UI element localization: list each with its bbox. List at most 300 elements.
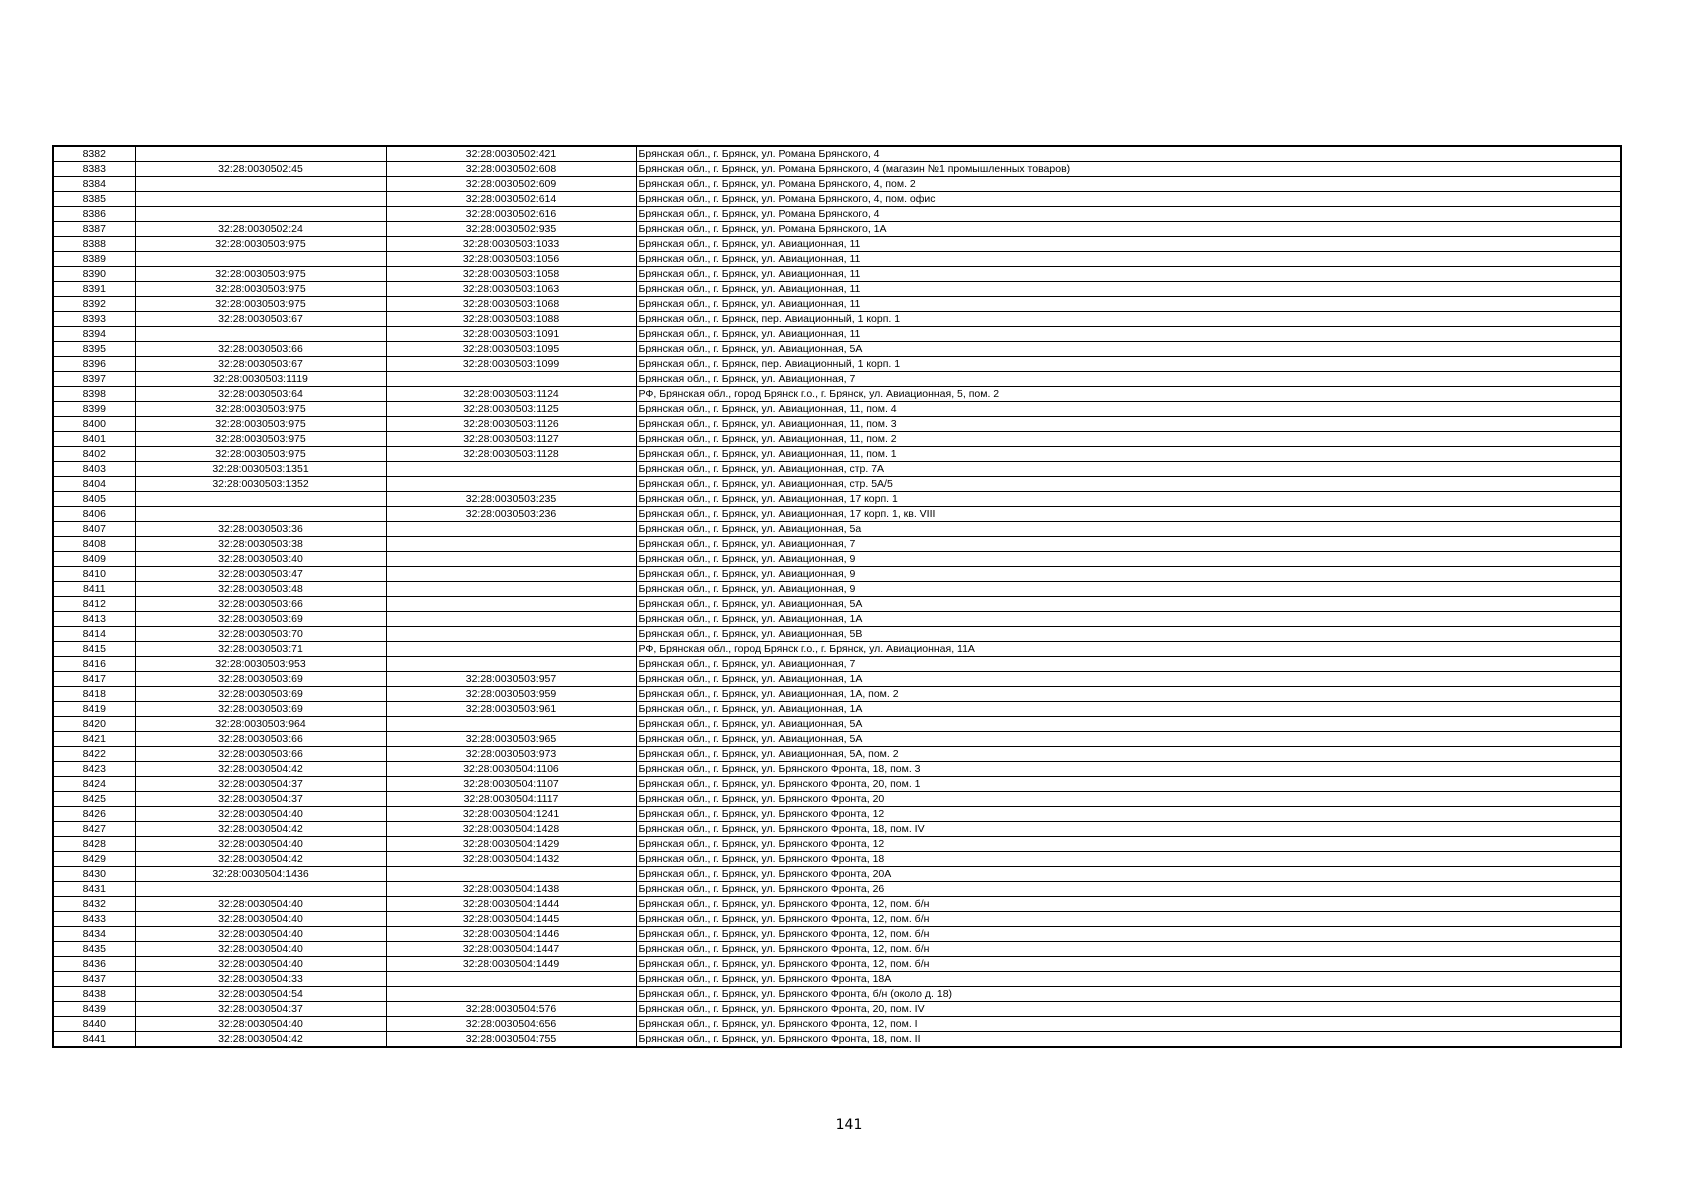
address-cell: Брянская обл., г. Брянск, ул. Авиационная, 7: [636, 537, 1621, 552]
address-cell: Брянская обл., г. Брянск, пер. Авиационный, 1 корп. 1: [636, 357, 1621, 372]
address-cell: Брянская обл., г. Брянск, ул. Авиационная, 9: [636, 567, 1621, 582]
cadastral-number-cell: 32:28:0030502:616: [386, 207, 636, 222]
row-number-cell: 8434: [53, 927, 135, 942]
row-number-cell: 8423: [53, 762, 135, 777]
row-number-cell: 8438: [53, 987, 135, 1002]
table-row: [53, 747, 1621, 762]
cadastral-number-cell: 32:28:0030503:973: [386, 747, 636, 762]
address-cell: Брянская обл., г. Брянск, ул. Брянского Фронта, 20А: [636, 867, 1621, 882]
address-cell: Брянская обл., г. Брянск, ул. Авиационная, 5А: [636, 342, 1621, 357]
cadastral-number-cell: 32:28:0030503:1088: [386, 312, 636, 327]
address-cell: Брянская обл., г. Брянск, ул. Авиационная, 5а: [636, 522, 1621, 537]
cadastral-number-cell: 32:28:0030503:1033: [386, 237, 636, 252]
cadastral-number-cell: 32:28:0030502:421: [386, 146, 636, 162]
address-cell: Брянская обл., г. Брянск, ул. Авиационная, 5В: [636, 627, 1621, 642]
row-number-cell: 8430: [53, 867, 135, 882]
parent-cadastral-number-cell: [135, 327, 386, 342]
address-cell: Брянская обл., г. Брянск, ул. Романа Брянского, 4 (магазин №1 промышленных товаров): [636, 162, 1621, 177]
row-number-cell: 8406: [53, 507, 135, 522]
table-row: [53, 462, 1621, 477]
address-cell: Брянская обл., г. Брянск, ул. Авиационная, 5А, пом. 2: [636, 747, 1621, 762]
table-row: [53, 1032, 1621, 1048]
cadastral-number-cell: 32:28:0030503:1095: [386, 342, 636, 357]
table-row: [53, 417, 1621, 432]
table-row: [53, 312, 1621, 327]
cadastral-number-cell: 32:28:0030502:608: [386, 162, 636, 177]
table-row: [53, 972, 1621, 987]
row-number-cell: 8409: [53, 552, 135, 567]
cadastral-number-cell: [386, 612, 636, 627]
parent-cadastral-number-cell: [135, 192, 386, 207]
row-number-cell: 8418: [53, 687, 135, 702]
address-cell: Брянская обл., г. Брянск, ул. Брянского Фронта, 12, пом. б/н: [636, 897, 1621, 912]
table-row: [53, 357, 1621, 372]
table-row: [53, 957, 1621, 972]
parent-cadastral-number-cell: 32:28:0030503:953: [135, 657, 386, 672]
table-row: [53, 882, 1621, 897]
cadastral-number-cell: 32:28:0030503:236: [386, 507, 636, 522]
table-row: [53, 387, 1621, 402]
parent-cadastral-number-cell: 32:28:0030503:975: [135, 402, 386, 417]
parent-cadastral-number-cell: 32:28:0030503:975: [135, 432, 386, 447]
registry-table: [52, 145, 1622, 1048]
table-row: [53, 822, 1621, 837]
parent-cadastral-number-cell: 32:28:0030503:48: [135, 582, 386, 597]
parent-cadastral-number-cell: [135, 882, 386, 897]
address-cell: Брянская обл., г. Брянск, ул. Авиационная, 5А: [636, 732, 1621, 747]
row-number-cell: 8428: [53, 837, 135, 852]
table-row: [53, 327, 1621, 342]
table-row: [53, 146, 1621, 162]
parent-cadastral-number-cell: 32:28:0030503:975: [135, 417, 386, 432]
parent-cadastral-number-cell: 32:28:0030503:66: [135, 747, 386, 762]
cadastral-number-cell: 32:28:0030504:1449: [386, 957, 636, 972]
row-number-cell: 8417: [53, 672, 135, 687]
address-cell: Брянская обл., г. Брянск, ул. Авиационная, 11: [636, 282, 1621, 297]
row-number-cell: 8399: [53, 402, 135, 417]
address-cell: Брянская обл., г. Брянск, ул. Авиационная, 11, пом. 3: [636, 417, 1621, 432]
cadastral-number-cell: 32:28:0030503:1126: [386, 417, 636, 432]
table-row: [53, 267, 1621, 282]
row-number-cell: 8383: [53, 162, 135, 177]
table-row: [53, 627, 1621, 642]
cadastral-number-cell: [386, 372, 636, 387]
row-number-cell: 8440: [53, 1017, 135, 1032]
cadastral-number-cell: 32:28:0030503:1124: [386, 387, 636, 402]
address-cell: Брянская обл., г. Брянск, ул. Брянского Фронта, 18А: [636, 972, 1621, 987]
row-number-cell: 8416: [53, 657, 135, 672]
parent-cadastral-number-cell: 32:28:0030504:40: [135, 957, 386, 972]
cadastral-number-cell: [386, 972, 636, 987]
parent-cadastral-number-cell: 32:28:0030503:64: [135, 387, 386, 402]
address-cell: Брянская обл., г. Брянск, ул. Авиационная, 11: [636, 327, 1621, 342]
parent-cadastral-number-cell: 32:28:0030504:33: [135, 972, 386, 987]
row-number-cell: 8431: [53, 882, 135, 897]
cadastral-number-cell: 32:28:0030504:755: [386, 1032, 636, 1048]
address-cell: Брянская обл., г. Брянск, ул. Авиационная, 11, пом. 2: [636, 432, 1621, 447]
row-number-cell: 8429: [53, 852, 135, 867]
address-cell: Брянская обл., г. Брянск, ул. Брянского Фронта, 20, пом. 1: [636, 777, 1621, 792]
cadastral-number-cell: [386, 987, 636, 1002]
parent-cadastral-number-cell: [135, 492, 386, 507]
address-cell: Брянская обл., г. Брянск, ул. Романа Брянского, 4: [636, 207, 1621, 222]
row-number-cell: 8410: [53, 567, 135, 582]
row-number-cell: 8394: [53, 327, 135, 342]
row-number-cell: 8419: [53, 702, 135, 717]
parent-cadastral-number-cell: 32:28:0030503:1351: [135, 462, 386, 477]
row-number-cell: 8401: [53, 432, 135, 447]
address-cell: Брянская обл., г. Брянск, ул. Авиационная, 11: [636, 252, 1621, 267]
table-row: [53, 642, 1621, 657]
parent-cadastral-number-cell: 32:28:0030503:975: [135, 237, 386, 252]
table-row: [53, 1017, 1621, 1032]
address-cell: Брянская обл., г. Брянск, ул. Авиационная, 1А: [636, 702, 1621, 717]
row-number-cell: 8403: [53, 462, 135, 477]
row-number-cell: 8436: [53, 957, 135, 972]
address-cell: Брянская обл., г. Брянск, ул. Романа Брянского, 4, пом. 2: [636, 177, 1621, 192]
row-number-cell: 8400: [53, 417, 135, 432]
address-cell: Брянская обл., г. Брянск, ул. Авиационная, 5А: [636, 597, 1621, 612]
row-number-cell: 8422: [53, 747, 135, 762]
address-cell: Брянская обл., г. Брянск, ул. Брянского Фронта, 12: [636, 807, 1621, 822]
row-number-cell: 8396: [53, 357, 135, 372]
cadastral-number-cell: 32:28:0030504:656: [386, 1017, 636, 1032]
parent-cadastral-number-cell: 32:28:0030503:66: [135, 732, 386, 747]
cadastral-number-cell: 32:28:0030503:1099: [386, 357, 636, 372]
table-row: [53, 507, 1621, 522]
cadastral-number-cell: 32:28:0030503:1063: [386, 282, 636, 297]
parent-cadastral-number-cell: 32:28:0030503:67: [135, 357, 386, 372]
row-number-cell: 8389: [53, 252, 135, 267]
table-row: [53, 222, 1621, 237]
parent-cadastral-number-cell: [135, 207, 386, 222]
parent-cadastral-number-cell: 32:28:0030503:70: [135, 627, 386, 642]
table-row: [53, 492, 1621, 507]
cadastral-number-cell: 32:28:0030504:1432: [386, 852, 636, 867]
row-number-cell: 8382: [53, 146, 135, 162]
address-cell: Брянская обл., г. Брянск, ул. Авиационная, 17 корп. 1: [636, 492, 1621, 507]
parent-cadastral-number-cell: 32:28:0030503:1119: [135, 372, 386, 387]
row-number-cell: 8404: [53, 477, 135, 492]
address-cell: Брянская обл., г. Брянск, ул. Авиационная, 1А: [636, 672, 1621, 687]
address-cell: Брянская обл., г. Брянск, ул. Авиационная, 11, пом. 1: [636, 447, 1621, 462]
address-cell: Брянская обл., г. Брянск, ул. Авиационная, 17 корп. 1, кв. VIII: [636, 507, 1621, 522]
cadastral-number-cell: 32:28:0030503:1091: [386, 327, 636, 342]
address-cell: Брянская обл., г. Брянск, ул. Авиационная, 7: [636, 372, 1621, 387]
table-row: [53, 252, 1621, 267]
cadastral-number-cell: 32:28:0030504:1445: [386, 912, 636, 927]
address-cell: Брянская обл., г. Брянск, ул. Авиационная, 1А: [636, 612, 1621, 627]
cadastral-number-cell: [386, 537, 636, 552]
address-cell: Брянская обл., г. Брянск, ул. Авиационная, 11, пом. 4: [636, 402, 1621, 417]
address-cell: Брянская обл., г. Брянск, ул. Романа Брянского, 4: [636, 146, 1621, 162]
address-cell: Брянская обл., г. Брянск, ул. Авиационная, 11: [636, 267, 1621, 282]
parent-cadastral-number-cell: 32:28:0030504:37: [135, 777, 386, 792]
table-row: [53, 927, 1621, 942]
table-row: [53, 207, 1621, 222]
table-row: [53, 687, 1621, 702]
table-row: [53, 477, 1621, 492]
row-number-cell: 8412: [53, 597, 135, 612]
parent-cadastral-number-cell: 32:28:0030504:40: [135, 927, 386, 942]
table-row: [53, 402, 1621, 417]
address-cell: Брянская обл., г. Брянск, ул. Брянского Фронта, 12, пом. б/н: [636, 927, 1621, 942]
row-number-cell: 8386: [53, 207, 135, 222]
cadastral-number-cell: 32:28:0030503:235: [386, 492, 636, 507]
cadastral-number-cell: 32:28:0030503:961: [386, 702, 636, 717]
address-cell: Брянская обл., г. Брянск, ул. Авиационная, 9: [636, 552, 1621, 567]
parent-cadastral-number-cell: [135, 146, 386, 162]
table-row: [53, 807, 1621, 822]
address-cell: Брянская обл., г. Брянск, ул. Брянского Фронта, 20, пом. IV: [636, 1002, 1621, 1017]
cadastral-number-cell: [386, 582, 636, 597]
parent-cadastral-number-cell: 32:28:0030502:24: [135, 222, 386, 237]
table-row: [53, 537, 1621, 552]
row-number-cell: 8413: [53, 612, 135, 627]
parent-cadastral-number-cell: 32:28:0030504:40: [135, 897, 386, 912]
table-row: [53, 342, 1621, 357]
row-number-cell: 8398: [53, 387, 135, 402]
cadastral-number-cell: 32:28:0030503:1068: [386, 297, 636, 312]
parent-cadastral-number-cell: 32:28:0030503:67: [135, 312, 386, 327]
table-row: [53, 447, 1621, 462]
row-number-cell: 8408: [53, 537, 135, 552]
parent-cadastral-number-cell: 32:28:0030504:42: [135, 762, 386, 777]
table-row: [53, 297, 1621, 312]
table-row: [53, 612, 1621, 627]
row-number-cell: 8424: [53, 777, 135, 792]
table-row: [53, 897, 1621, 912]
cadastral-number-cell: 32:28:0030503:1058: [386, 267, 636, 282]
table-row: [53, 867, 1621, 882]
address-cell: Брянская обл., г. Брянск, ул. Брянского Фронта, 18, пом. 3: [636, 762, 1621, 777]
parent-cadastral-number-cell: 32:28:0030503:975: [135, 267, 386, 282]
address-cell: Брянская обл., г. Брянск, ул. Авиационная, стр. 7А: [636, 462, 1621, 477]
table-row: [53, 777, 1621, 792]
parent-cadastral-number-cell: 32:28:0030503:47: [135, 567, 386, 582]
row-number-cell: 8432: [53, 897, 135, 912]
parent-cadastral-number-cell: 32:28:0030503:69: [135, 702, 386, 717]
cadastral-number-cell: 32:28:0030503:965: [386, 732, 636, 747]
table-row: [53, 597, 1621, 612]
address-cell: Брянская обл., г. Брянск, ул. Авиационная, 5А: [636, 717, 1621, 732]
parent-cadastral-number-cell: 32:28:0030503:71: [135, 642, 386, 657]
cadastral-number-cell: [386, 522, 636, 537]
table-row: [53, 762, 1621, 777]
row-number-cell: 8414: [53, 627, 135, 642]
cadastral-number-cell: 32:28:0030503:1125: [386, 402, 636, 417]
table-row: [53, 552, 1621, 567]
table-row: [53, 912, 1621, 927]
address-cell: Брянская обл., г. Брянск, ул. Авиационная, 9: [636, 582, 1621, 597]
cadastral-number-cell: 32:28:0030504:1429: [386, 837, 636, 852]
parent-cadastral-number-cell: 32:28:0030503:66: [135, 342, 386, 357]
row-number-cell: 8427: [53, 822, 135, 837]
address-cell: Брянская обл., г. Брянск, ул. Авиационная, 1А, пом. 2: [636, 687, 1621, 702]
table-row: [53, 432, 1621, 447]
address-cell: Брянская обл., г. Брянск, ул. Романа Брянского, 4, пом. офис: [636, 192, 1621, 207]
table-row: [53, 522, 1621, 537]
cadastral-number-cell: [386, 477, 636, 492]
cadastral-number-cell: 32:28:0030503:1127: [386, 432, 636, 447]
table-row: [53, 717, 1621, 732]
table-row: [53, 567, 1621, 582]
parent-cadastral-number-cell: [135, 252, 386, 267]
registry-table-body: [53, 146, 1621, 1047]
table-row: [53, 177, 1621, 192]
row-number-cell: 8433: [53, 912, 135, 927]
parent-cadastral-number-cell: 32:28:0030504:40: [135, 912, 386, 927]
row-number-cell: 8435: [53, 942, 135, 957]
address-cell: Брянская обл., г. Брянск, пер. Авиационный, 1 корп. 1: [636, 312, 1621, 327]
cadastral-number-cell: 32:28:0030503:957: [386, 672, 636, 687]
address-cell: Брянская обл., г. Брянск, ул. Авиационная, 11: [636, 237, 1621, 252]
address-cell: Брянская обл., г. Брянск, ул. Брянского Фронта, 18, пом. II: [636, 1032, 1621, 1048]
cadastral-number-cell: [386, 657, 636, 672]
cadastral-number-cell: [386, 867, 636, 882]
parent-cadastral-number-cell: 32:28:0030503:40: [135, 552, 386, 567]
row-number-cell: 8439: [53, 1002, 135, 1017]
row-number-cell: 8388: [53, 237, 135, 252]
parent-cadastral-number-cell: 32:28:0030504:42: [135, 1032, 386, 1048]
cadastral-number-cell: [386, 717, 636, 732]
cadastral-number-cell: 32:28:0030504:1447: [386, 942, 636, 957]
table-row: [53, 657, 1621, 672]
address-cell: Брянская обл., г. Брянск, ул. Брянского Фронта, 12, пом. б/н: [636, 912, 1621, 927]
table-row: [53, 372, 1621, 387]
table-row: [53, 672, 1621, 687]
cadastral-number-cell: 32:28:0030502:935: [386, 222, 636, 237]
parent-cadastral-number-cell: 32:28:0030503:975: [135, 447, 386, 462]
address-cell: Брянская обл., г. Брянск, ул. Брянского Фронта, 18: [636, 852, 1621, 867]
page-number: 141: [835, 1117, 863, 1133]
cadastral-number-cell: [386, 642, 636, 657]
cadastral-number-cell: [386, 552, 636, 567]
parent-cadastral-number-cell: 32:28:0030504:42: [135, 852, 386, 867]
parent-cadastral-number-cell: 32:28:0030502:45: [135, 162, 386, 177]
cadastral-number-cell: [386, 462, 636, 477]
table-row: [53, 162, 1621, 177]
cadastral-number-cell: 32:28:0030504:576: [386, 1002, 636, 1017]
table-row: [53, 237, 1621, 252]
parent-cadastral-number-cell: 32:28:0030504:40: [135, 942, 386, 957]
cadastral-number-cell: 32:28:0030504:1438: [386, 882, 636, 897]
parent-cadastral-number-cell: 32:28:0030503:69: [135, 672, 386, 687]
table-row: [53, 732, 1621, 747]
table-row: [53, 702, 1621, 717]
row-number-cell: 8395: [53, 342, 135, 357]
address-cell: Брянская обл., г. Брянск, ул. Авиационная, 11: [636, 297, 1621, 312]
cadastral-number-cell: 32:28:0030504:1446: [386, 927, 636, 942]
parent-cadastral-number-cell: [135, 507, 386, 522]
parent-cadastral-number-cell: 32:28:0030503:36: [135, 522, 386, 537]
row-number-cell: 8397: [53, 372, 135, 387]
table-row: [53, 987, 1621, 1002]
row-number-cell: 8420: [53, 717, 135, 732]
row-number-cell: 8384: [53, 177, 135, 192]
table-row: [53, 192, 1621, 207]
row-number-cell: 8393: [53, 312, 135, 327]
parent-cadastral-number-cell: 32:28:0030504:37: [135, 792, 386, 807]
cadastral-number-cell: 32:28:0030504:1444: [386, 897, 636, 912]
address-cell: Брянская обл., г. Брянск, ул. Романа Брянского, 1А: [636, 222, 1621, 237]
parent-cadastral-number-cell: 32:28:0030503:38: [135, 537, 386, 552]
row-number-cell: 8385: [53, 192, 135, 207]
cadastral-number-cell: 32:28:0030503:959: [386, 687, 636, 702]
cadastral-number-cell: 32:28:0030504:1241: [386, 807, 636, 822]
row-number-cell: 8391: [53, 282, 135, 297]
row-number-cell: 8421: [53, 732, 135, 747]
parent-cadastral-number-cell: 32:28:0030503:1352: [135, 477, 386, 492]
address-cell: РФ, Брянская обл., город Брянск г.о., г. Брянск, ул. Авиационная, 11А: [636, 642, 1621, 657]
cadastral-number-cell: 32:28:0030502:609: [386, 177, 636, 192]
parent-cadastral-number-cell: 32:28:0030504:42: [135, 822, 386, 837]
table-row: [53, 282, 1621, 297]
row-number-cell: 8411: [53, 582, 135, 597]
address-cell: РФ, Брянская обл., город Брянск г.о., г. Брянск, ул. Авиационная, 5, пом. 2: [636, 387, 1621, 402]
parent-cadastral-number-cell: 32:28:0030503:69: [135, 612, 386, 627]
row-number-cell: 8425: [53, 792, 135, 807]
row-number-cell: 8392: [53, 297, 135, 312]
address-cell: Брянская обл., г. Брянск, ул. Брянского Фронта, 20: [636, 792, 1621, 807]
table-row: [53, 1002, 1621, 1017]
table-row: [53, 942, 1621, 957]
table-row: [53, 837, 1621, 852]
parent-cadastral-number-cell: 32:28:0030503:975: [135, 297, 386, 312]
table-row: [53, 792, 1621, 807]
cadastral-number-cell: [386, 627, 636, 642]
address-cell: Брянская обл., г. Брянск, ул. Брянского Фронта, 12, пом. I: [636, 1017, 1621, 1032]
parent-cadastral-number-cell: 32:28:0030504:1436: [135, 867, 386, 882]
table-row: [53, 852, 1621, 867]
cadastral-number-cell: [386, 597, 636, 612]
address-cell: Брянская обл., г. Брянск, ул. Брянского Фронта, 26: [636, 882, 1621, 897]
parent-cadastral-number-cell: 32:28:0030504:37: [135, 1002, 386, 1017]
row-number-cell: 8407: [53, 522, 135, 537]
row-number-cell: 8441: [53, 1032, 135, 1048]
address-cell: Брянская обл., г. Брянск, ул. Брянского Фронта, 12, пом. б/н: [636, 957, 1621, 972]
cadastral-number-cell: 32:28:0030504:1106: [386, 762, 636, 777]
address-cell: Брянская обл., г. Брянск, ул. Брянского Фронта, 12: [636, 837, 1621, 852]
cadastral-number-cell: 32:28:0030503:1056: [386, 252, 636, 267]
row-number-cell: 8387: [53, 222, 135, 237]
parent-cadastral-number-cell: 32:28:0030503:964: [135, 717, 386, 732]
cadastral-number-cell: [386, 567, 636, 582]
cadastral-number-cell: 32:28:0030502:614: [386, 192, 636, 207]
row-number-cell: 8405: [53, 492, 135, 507]
row-number-cell: 8426: [53, 807, 135, 822]
parent-cadastral-number-cell: 32:28:0030504:40: [135, 1017, 386, 1032]
parent-cadastral-number-cell: 32:28:0030504:54: [135, 987, 386, 1002]
parent-cadastral-number-cell: 32:28:0030503:975: [135, 282, 386, 297]
row-number-cell: 8415: [53, 642, 135, 657]
address-cell: Брянская обл., г. Брянск, ул. Авиационная, 7: [636, 657, 1621, 672]
row-number-cell: 8402: [53, 447, 135, 462]
parent-cadastral-number-cell: 32:28:0030503:66: [135, 597, 386, 612]
address-cell: Брянская обл., г. Брянск, ул. Брянского Фронта, 18, пом. IV: [636, 822, 1621, 837]
cadastral-number-cell: 32:28:0030503:1128: [386, 447, 636, 462]
address-cell: Брянская обл., г. Брянск, ул. Брянского Фронта, б/н (около д. 18): [636, 987, 1621, 1002]
parent-cadastral-number-cell: [135, 177, 386, 192]
parent-cadastral-number-cell: 32:28:0030504:40: [135, 807, 386, 822]
row-number-cell: 8390: [53, 267, 135, 282]
row-number-cell: 8437: [53, 972, 135, 987]
cadastral-number-cell: 32:28:0030504:1428: [386, 822, 636, 837]
table-row: [53, 582, 1621, 597]
address-cell: Брянская обл., г. Брянск, ул. Авиационная, стр. 5А/5: [636, 477, 1621, 492]
address-cell: Брянская обл., г. Брянск, ул. Брянского Фронта, 12, пом. б/н: [636, 942, 1621, 957]
cadastral-number-cell: 32:28:0030504:1117: [386, 792, 636, 807]
